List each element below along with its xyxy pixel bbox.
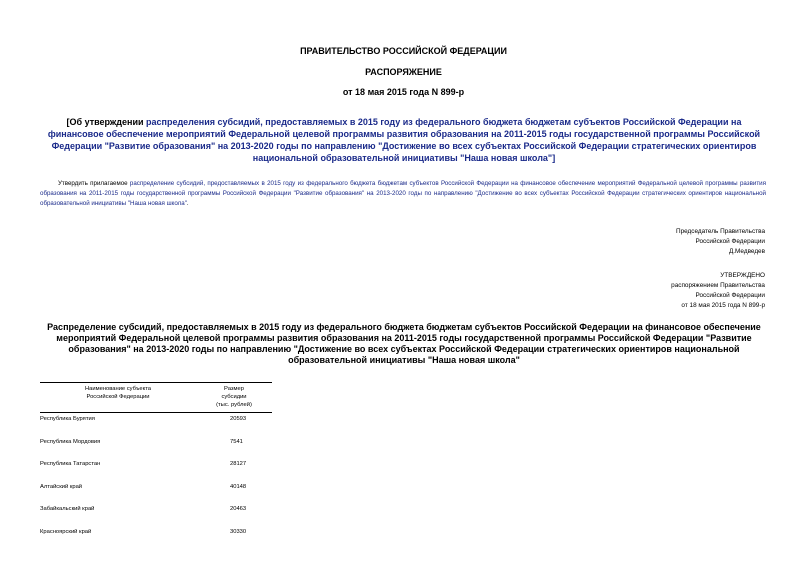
signature-line-2: Российской Федерации <box>695 238 765 245</box>
signature-line-1: Председатель Правительства <box>676 228 765 235</box>
column-header-amount <box>196 383 272 413</box>
table-header-row <box>40 383 272 413</box>
column-header-region-line-2: Российской Федерации <box>86 394 150 400</box>
signature-block <box>676 227 765 257</box>
region-name-cell: Республика Татарстан <box>40 461 101 467</box>
amount-cell: 7541 <box>230 438 243 445</box>
document-kind-heading: РАСПОРЯЖЕНИЕ <box>365 67 442 77</box>
distribution-title: Распределение субсидий, предоставляемых в 2015 году из федерального бюджета бюджетам субъектов Российской Федерации на финансовое обеспечение мероприятий Федеральной целевой программы развития образования на 2011-2015 годы государственной программы Российской Федерации "Развитие образования" на 2013-2020 годы по направлению "Достижение во всех субъектах Российской Федерации стратегических ориентиров национальной образовательной инициативы "Наша новая школа" <box>47 322 761 365</box>
region-name-cell: Республика Бурятия <box>40 416 95 422</box>
subsidy-table <box>40 382 272 548</box>
region-name-cell: Алтайский край <box>40 483 83 490</box>
table-row <box>40 503 272 526</box>
table-row <box>40 413 272 436</box>
government-heading: ПРАВИТЕЛЬСТВО РОССИЙСКОЙ ФЕДЕРАЦИИ <box>300 46 507 56</box>
region-name-cell: Республика Мордовия <box>40 438 101 445</box>
approval-line-4: от 18 мая 2015 года N 899-р <box>681 302 765 309</box>
amount-cell: 20593 <box>230 416 247 422</box>
column-header-amount-line-1: Размер <box>224 386 244 392</box>
order-body-lead: Утвердить прилагаемое <box>58 180 130 187</box>
amount-cell: 40148 <box>230 483 247 490</box>
region-name-cell: Красноярский край <box>40 528 92 535</box>
approval-line-2: распоряжением Правительства <box>671 282 765 289</box>
approval-line-3: Российской Федерации <box>695 292 765 299</box>
order-body <box>40 179 766 209</box>
approval-block <box>671 271 765 311</box>
column-header-amount-line-2: субсидии <box>221 394 247 400</box>
column-header-region <box>40 383 196 413</box>
order-body-tail: . <box>186 200 189 207</box>
signature-line-3: Д.Медведев <box>728 248 765 255</box>
region-name-cell: Забайкальский край <box>40 506 95 512</box>
document-date: от 18 мая 2015 года N 899-р <box>342 87 465 97</box>
table-row <box>40 436 272 459</box>
table-row <box>40 458 272 481</box>
table-row <box>40 526 272 549</box>
column-header-amount-line-3: (тыс. рублей) <box>216 402 252 408</box>
document-subject <box>40 116 768 164</box>
amount-cell: 20463 <box>230 506 247 512</box>
amount-cell: 28127 <box>230 461 247 467</box>
table-row <box>40 481 272 504</box>
column-header-region-line-1: Наименование субъекта <box>84 386 152 392</box>
approval-line-1: УТВЕРЖДЕНО <box>720 272 765 279</box>
subject-lead: [Об утверждении <box>66 117 147 127</box>
order-body-link[interactable]: распределение субсидий, предоставляемых в 2015 году из федерального бюджета бюджетам субъектов Российской Федерации на финансовое обеспечение мероприятий Федеральной целевой программы развития образования на 2011-2015 годы государственной программы Российской Федерации "Развитие образования" на 2013-2020 годы по направлению "Достижение во всех субъектах Российской Федерации стратегических ориентиров национальной образовательной инициативы "Наша новая школа" <box>40 180 766 207</box>
amount-cell: 30330 <box>230 528 247 535</box>
subject-link[interactable]: распределения субсидий, предоставляемых в 2015 году из федерального бюджета бюджетам субъектов Российской Федерации на финансовое обеспечение мероприятий Федеральной целевой программы развития образования на 2011-2015 годы государственной программы Российской Федерации "Развитие образования" на 2013-2020 годы по направлению "Достижение во всех субъектах Российской Федерации стратегических ориентиров национальной образовательной инициативы "Наша новая школа"] <box>47 117 761 163</box>
